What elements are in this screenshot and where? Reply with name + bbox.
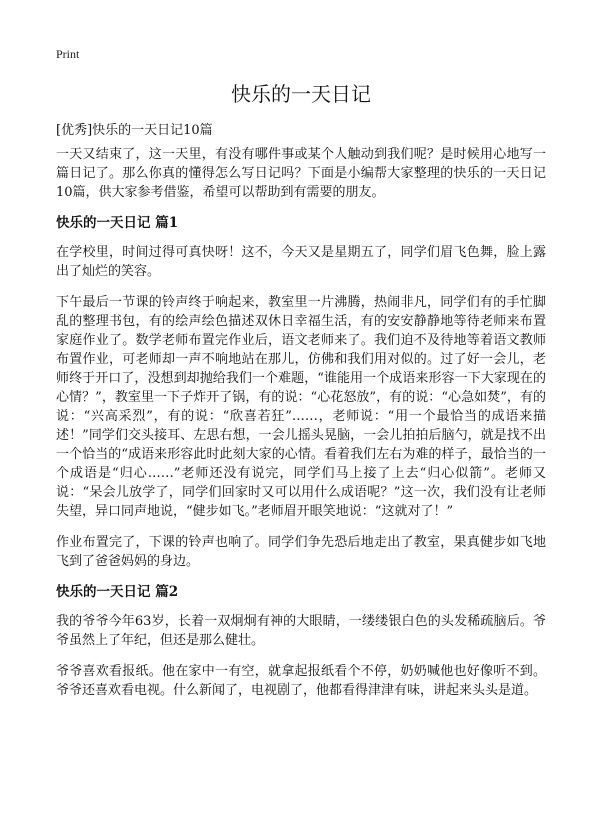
- print-link[interactable]: Print: [56, 47, 80, 61]
- body-paragraph: 我的爷爷今年63岁，长着一双炯炯有神的大眼睛，一缕缕银白色的头发稀疏脑后。爷爷虽然上了年纪，但还是那么健壮。: [56, 614, 546, 648]
- body-paragraph: 爷爷喜欢看报纸。他在家中一有空，就拿起报纸看个不停，奶奶喊他也好像听不到。爷爷还喜欢看电视。什么新闻了，电视剧了，他都看得津津有味，讲起来头头是道。: [56, 664, 546, 698]
- section-heading: 快乐的一天日记 篇2: [56, 584, 179, 600]
- body-paragraph: 作业布置完了，下课的铃声也响了。同学们争先恐后地走出了教室，果真健步如飞地飞到了爸爸妈妈的身边。: [56, 535, 546, 569]
- body-paragraph: 在学校里，时间过得可真快呀！这不，今天又是星期五了，同学们眉飞色舞，脸上露出了灿烂的笑容。: [56, 245, 546, 279]
- intro-paragraph: 一天又结束了，这一天里，有没有哪件事或某个人触动到我们呢？是时候用心地写一篇日记了。那么你真的懂得怎么写日记吗？下面是小编帮大家整理的快乐的一天日记10篇，供大家参考借鉴，希望可以帮助到有需要的朋友。: [56, 147, 546, 200]
- document-subtitle: [优秀]快乐的一天日记10篇: [56, 123, 213, 138]
- body-paragraph: 下午最后一节课的铃声终于响起来，教室里一片沸腾，热闹非凡，同学们有的手忙脚乱的整理书包，有的绘声绘色描述双休日幸福生活，有的安安静静地等待老师来布置家庭作业了。数学老师布置完作业后，语文老师来了。我们迫不及待地等着语文教师布置作业，可老师却一声不响地站在那儿，仿佛和我们用对似的。过了好一会儿，老师终于开口了，没想到却抛给我们一个难题，“谁能用一个成语来形容一下大家现在的心情？”，教室里一下子炸开了锅，有的说：“心花怒放”，有的说：“心急如焚”，有的说：“兴高采烈”，有的说：“欣喜若狂”……，老师说：“用一个最恰当的成语来描述！”同学们交头接耳、左思右想，一会儿摇头晃脑，一会儿拍拍后脑勺，就是找不出一个恰当的“成语来形容此时此刻大家的心情。看着我们左右为难的样子，最恰当的一个成语是“归心……”老师还没有说完，同学们马上接了上去“归心似箭”。老师又说：“呆会儿放学了，同学们回家时又可以用什么成语呢？”这一次，我们没有让老师失望，异口同声地说，“健步如飞。”老师眉开眼笑地说：“这就对了！”: [56, 295, 546, 519]
- page-title: 快乐的一天日记: [231, 82, 371, 106]
- document-body: [56, 145, 546, 712]
- section-heading: 快乐的一天日记 篇1: [56, 215, 179, 231]
